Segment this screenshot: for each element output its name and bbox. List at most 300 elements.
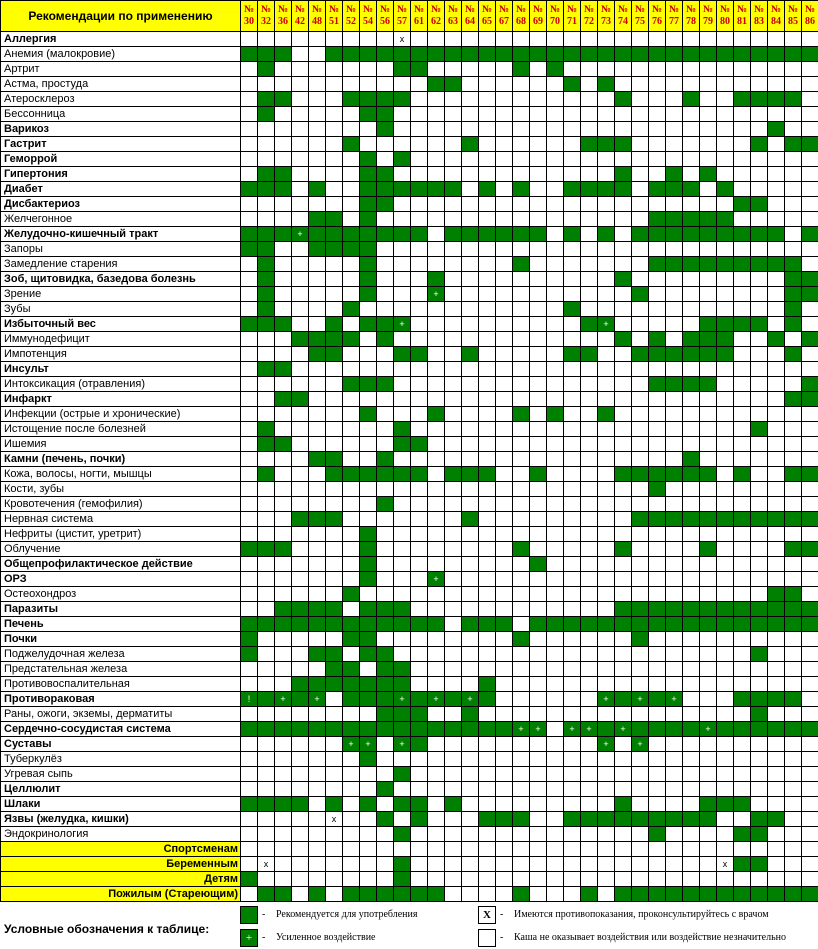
- cell-empty: [258, 812, 275, 827]
- cell-empty: [802, 587, 818, 602]
- cell-empty: [326, 137, 343, 152]
- cell-empty: [445, 767, 462, 782]
- cell-empty: [326, 767, 343, 782]
- cell-empty: [462, 842, 479, 857]
- cell-empty: [292, 452, 309, 467]
- table-row: [1, 752, 818, 767]
- cell-recommended: [326, 512, 343, 527]
- cell-empty: [513, 557, 530, 572]
- cell-recommended: [275, 542, 292, 557]
- cell-recommended: [343, 92, 360, 107]
- cell-empty: [496, 647, 513, 662]
- number-value: 42: [295, 16, 305, 27]
- cell-empty: [564, 692, 581, 707]
- cell-recommended: [683, 377, 700, 392]
- cell-recommended: [411, 887, 428, 902]
- cell-empty: [683, 422, 700, 437]
- cell-empty: [241, 422, 258, 437]
- porridge-number-81: [734, 1, 751, 32]
- cell-empty: [717, 842, 734, 857]
- cell-empty: [683, 752, 700, 767]
- cell-empty: [530, 107, 547, 122]
- cell-recommended: [598, 722, 615, 737]
- cell-empty: [394, 77, 411, 92]
- cell-empty: [479, 152, 496, 167]
- cell-recommended: [802, 272, 818, 287]
- cell-empty: [717, 737, 734, 752]
- cell-recommended: [802, 377, 818, 392]
- cell-empty: [326, 92, 343, 107]
- cell-empty: [717, 32, 734, 47]
- cell-empty: [445, 332, 462, 347]
- cell-empty: [649, 632, 666, 647]
- cell-empty: [547, 587, 564, 602]
- cell-empty: [768, 407, 785, 422]
- cell-empty: [734, 482, 751, 497]
- cell-empty: [547, 212, 564, 227]
- porridge-number-56: [377, 1, 394, 32]
- cell-recommended: [700, 602, 717, 617]
- cell-empty: [411, 77, 428, 92]
- cell-empty: [479, 827, 496, 842]
- table-row: [1, 332, 818, 347]
- cell-empty: [734, 272, 751, 287]
- cell-empty: [683, 152, 700, 167]
- row-label: Суставы: [1, 737, 241, 752]
- cell-empty: [683, 857, 700, 872]
- cell-empty: [615, 662, 632, 677]
- cell-empty: [479, 422, 496, 437]
- cell-empty: [513, 497, 530, 512]
- cell-empty: [445, 377, 462, 392]
- cell-empty: [581, 452, 598, 467]
- cell-empty: [547, 137, 564, 152]
- cell-recommended: [343, 242, 360, 257]
- cell-empty: [496, 287, 513, 302]
- cell-empty: [785, 677, 802, 692]
- cell-recommended: [513, 887, 530, 902]
- cell-empty: [343, 182, 360, 197]
- cell-empty: [462, 272, 479, 287]
- cell-empty: [496, 737, 513, 752]
- number-prefix: №: [515, 4, 527, 15]
- cell-empty: [462, 632, 479, 647]
- cell-recommended: [666, 812, 683, 827]
- cell-empty: [496, 542, 513, 557]
- number-value: 70: [550, 16, 560, 27]
- cell-recommended: [411, 62, 428, 77]
- cell-recommended: [785, 272, 802, 287]
- number-value: 64: [465, 16, 475, 27]
- table-row: [1, 197, 818, 212]
- cell-enhanced: +: [632, 692, 649, 707]
- legend: [0, 902, 818, 949]
- cell-empty: [241, 482, 258, 497]
- cell-recommended: [700, 812, 717, 827]
- cell-empty: [530, 437, 547, 452]
- cell-empty: [462, 152, 479, 167]
- cell-empty: [394, 632, 411, 647]
- cell-empty: [615, 767, 632, 782]
- table-row: [1, 392, 818, 407]
- cell-recommended: [717, 617, 734, 632]
- cell-recommended: [258, 182, 275, 197]
- cell-recommended: [717, 212, 734, 227]
- cell-empty: [275, 737, 292, 752]
- cell-empty: [394, 392, 411, 407]
- cell-empty: [768, 287, 785, 302]
- cell-empty: [598, 332, 615, 347]
- cell-empty: [513, 332, 530, 347]
- cell-empty: [241, 452, 258, 467]
- row-label: Целлюлит: [1, 782, 241, 797]
- cell-empty: [717, 107, 734, 122]
- cell-recommended: [377, 167, 394, 182]
- cell-empty: [581, 407, 598, 422]
- cell-empty: [666, 542, 683, 557]
- cell-empty: [496, 62, 513, 77]
- cell-recommended: [564, 347, 581, 362]
- cell-empty: [513, 242, 530, 257]
- cell-recommended: [734, 512, 751, 527]
- cell-empty: [666, 332, 683, 347]
- cell-recommended: [768, 587, 785, 602]
- cell-empty: [768, 497, 785, 512]
- cell-empty: [275, 752, 292, 767]
- cell-recommended: [326, 332, 343, 347]
- cell-empty: [700, 677, 717, 692]
- cell-empty: [734, 542, 751, 557]
- cell-empty: [564, 377, 581, 392]
- cell-empty: [717, 167, 734, 182]
- cell-empty: [496, 407, 513, 422]
- cell-empty: [717, 272, 734, 287]
- cell-empty: [479, 122, 496, 137]
- cell-empty: [445, 407, 462, 422]
- cell-empty: [513, 677, 530, 692]
- cell-enhanced: +: [700, 722, 717, 737]
- cell-empty: [683, 197, 700, 212]
- cell-empty: [428, 62, 445, 77]
- cell-empty: [768, 77, 785, 92]
- cell-recommended: [394, 437, 411, 452]
- cell-recommended: [343, 137, 360, 152]
- number-prefix: №: [685, 4, 697, 15]
- cell-empty: [241, 302, 258, 317]
- cell-empty: [564, 137, 581, 152]
- cell-recommended: [700, 347, 717, 362]
- row-label: Печень: [1, 617, 241, 632]
- cell-recommended: [360, 242, 377, 257]
- row-label: Противораковая: [1, 692, 241, 707]
- table-row: [1, 317, 818, 332]
- cell-empty: [292, 812, 309, 827]
- cell-empty: [309, 302, 326, 317]
- cell-empty: [683, 572, 700, 587]
- legend-symbol-contraindication: X: [478, 906, 496, 924]
- cell-empty: [785, 242, 802, 257]
- cell-empty: [241, 32, 258, 47]
- cell-empty: [564, 707, 581, 722]
- cell-empty: [377, 587, 394, 602]
- cell-empty: [734, 182, 751, 197]
- cell-empty: [275, 62, 292, 77]
- cell-empty: [292, 107, 309, 122]
- cell-empty: [802, 677, 818, 692]
- cell-empty: [581, 257, 598, 272]
- cell-empty: [598, 752, 615, 767]
- cell-empty: [479, 287, 496, 302]
- cell-empty: [785, 122, 802, 137]
- cell-empty: [649, 782, 666, 797]
- cell-recommended: [445, 797, 462, 812]
- cell-empty: [275, 107, 292, 122]
- cell-empty: [462, 242, 479, 257]
- cell-recommended: [700, 617, 717, 632]
- cell-empty: [411, 137, 428, 152]
- cell-empty: [462, 107, 479, 122]
- cell-empty: [615, 782, 632, 797]
- cell-empty: [309, 542, 326, 557]
- cell-empty: [700, 137, 717, 152]
- number-value: 36: [278, 16, 288, 27]
- cell-empty: [734, 302, 751, 317]
- cell-empty: [615, 632, 632, 647]
- cell-empty: [479, 512, 496, 527]
- cell-empty: [615, 392, 632, 407]
- cell-empty: [309, 197, 326, 212]
- cell-recommended: [377, 452, 394, 467]
- cell-empty: [326, 407, 343, 422]
- cell-empty: [411, 332, 428, 347]
- cell-empty: [258, 122, 275, 137]
- cell-empty: [309, 362, 326, 377]
- cell-empty: [666, 587, 683, 602]
- cell-empty: [717, 377, 734, 392]
- cell-empty: [445, 167, 462, 182]
- cell-empty: [343, 797, 360, 812]
- cell-empty: [785, 482, 802, 497]
- number-value: 77: [669, 16, 679, 27]
- cell-empty: [768, 437, 785, 452]
- number-prefix: №: [362, 4, 374, 15]
- cell-empty: [428, 257, 445, 272]
- cell-empty: [292, 752, 309, 767]
- cell-empty: [343, 407, 360, 422]
- cell-empty: [768, 197, 785, 212]
- cell-empty: [632, 422, 649, 437]
- row-label: Сердечно-сосудистая система: [1, 722, 241, 737]
- cell-empty: [326, 122, 343, 137]
- cell-enhanced: +: [394, 692, 411, 707]
- porridge-number-36: [275, 1, 292, 32]
- cell-empty: [445, 32, 462, 47]
- cell-empty: [496, 497, 513, 512]
- cell-empty: [785, 707, 802, 722]
- cell-empty: [785, 332, 802, 347]
- cell-empty: [479, 437, 496, 452]
- cell-empty: [479, 392, 496, 407]
- cell-recommended: [343, 722, 360, 737]
- cell-empty: [326, 587, 343, 602]
- number-value: 62: [431, 16, 441, 27]
- cell-empty: [326, 167, 343, 182]
- cell-empty: [632, 782, 649, 797]
- row-label: Зрение: [1, 287, 241, 302]
- cell-empty: [241, 557, 258, 572]
- cell-recommended: [377, 227, 394, 242]
- cell-empty: [802, 797, 818, 812]
- cell-empty: [428, 137, 445, 152]
- cell-empty: [292, 767, 309, 782]
- cell-recommended: [649, 722, 666, 737]
- cell-empty: [411, 272, 428, 287]
- cell-recommended: [751, 707, 768, 722]
- cell-empty: [768, 857, 785, 872]
- table-row: [1, 362, 818, 377]
- cell-empty: [462, 377, 479, 392]
- cell-empty: [360, 452, 377, 467]
- cell-recommended: [326, 662, 343, 677]
- cell-empty: [598, 707, 615, 722]
- cell-empty: [411, 632, 428, 647]
- cell-recommended: [343, 617, 360, 632]
- cell-empty: [241, 752, 258, 767]
- cell-empty: [292, 152, 309, 167]
- cell-empty: [428, 632, 445, 647]
- cell-empty: [751, 497, 768, 512]
- cell-recommended: [292, 332, 309, 347]
- cell-empty: [496, 602, 513, 617]
- cell-recommended: [258, 62, 275, 77]
- cell-empty: [309, 527, 326, 542]
- cell-empty: [343, 812, 360, 827]
- row-label: Анемия (малокровие): [1, 47, 241, 62]
- porridge-number-79: [700, 1, 717, 32]
- cell-empty: [343, 512, 360, 527]
- cell-empty: [598, 287, 615, 302]
- cell-empty: [768, 482, 785, 497]
- table-row: [1, 707, 818, 722]
- cell-empty: [632, 842, 649, 857]
- cell-empty: [649, 62, 666, 77]
- cell-empty: [683, 302, 700, 317]
- cell-empty: [649, 872, 666, 887]
- cell-empty: [581, 587, 598, 602]
- cell-empty: [275, 842, 292, 857]
- cell-empty: [496, 482, 513, 497]
- cell-empty: [530, 287, 547, 302]
- cell-empty: [479, 647, 496, 662]
- cell-recommended: [292, 677, 309, 692]
- cell-recommended: [683, 887, 700, 902]
- cell-empty: [700, 482, 717, 497]
- cell-recommended: [666, 887, 683, 902]
- cell-recommended: [343, 692, 360, 707]
- cell-empty: [479, 752, 496, 767]
- cell-recommended: [734, 857, 751, 872]
- cell-recommended: [258, 167, 275, 182]
- cell-empty: [479, 167, 496, 182]
- cell-recommended: [360, 722, 377, 737]
- cell-recommended: [377, 692, 394, 707]
- cell-recommended: [700, 377, 717, 392]
- cell-empty: [547, 422, 564, 437]
- cell-recommended: [411, 347, 428, 362]
- cell-empty: [479, 542, 496, 557]
- cell-empty: [343, 782, 360, 797]
- cell-empty: [292, 122, 309, 137]
- cell-empty: [292, 587, 309, 602]
- cell-empty: [343, 557, 360, 572]
- cell-empty: [768, 422, 785, 437]
- cell-empty: [326, 482, 343, 497]
- cell-empty: [564, 212, 581, 227]
- cell-empty: [360, 422, 377, 437]
- cell-empty: [666, 557, 683, 572]
- number-prefix: №: [583, 4, 595, 15]
- cell-empty: [802, 197, 818, 212]
- cell-empty: [547, 827, 564, 842]
- cell-empty: [428, 122, 445, 137]
- cell-empty: [411, 32, 428, 47]
- table-row: [1, 617, 818, 632]
- cell-empty: [683, 692, 700, 707]
- cell-empty: [666, 62, 683, 77]
- cell-empty: [666, 32, 683, 47]
- cell-empty: [547, 497, 564, 512]
- cell-empty: [581, 62, 598, 77]
- table-row: [1, 872, 818, 887]
- cell-empty: [326, 887, 343, 902]
- cell-recommended: [768, 332, 785, 347]
- cell-empty: [734, 767, 751, 782]
- cell-recommended: [258, 422, 275, 437]
- cell-empty: [564, 872, 581, 887]
- cell-recommended: [428, 407, 445, 422]
- cell-recommended: [360, 542, 377, 557]
- cell-empty: [564, 857, 581, 872]
- cell-empty: [785, 227, 802, 242]
- cell-recommended: [360, 377, 377, 392]
- cell-empty: [598, 647, 615, 662]
- table-row: [1, 842, 818, 857]
- cell-empty: [445, 392, 462, 407]
- cell-empty: [428, 557, 445, 572]
- cell-empty: [496, 257, 513, 272]
- cell-recommended: [326, 677, 343, 692]
- porridge-number-72: [581, 1, 598, 32]
- cell-empty: [496, 512, 513, 527]
- cell-empty: [309, 137, 326, 152]
- number-prefix: №: [328, 4, 340, 15]
- cell-empty: [513, 572, 530, 587]
- cell-empty: [513, 452, 530, 467]
- cell-recommended: [513, 812, 530, 827]
- cell-recommended: [479, 677, 496, 692]
- cell-recommended: [309, 722, 326, 737]
- cell-empty: [428, 377, 445, 392]
- cell-recommended: [428, 887, 445, 902]
- porridge-number-57: [394, 1, 411, 32]
- cell-empty: [445, 437, 462, 452]
- cell-empty: [734, 737, 751, 752]
- cell-empty: [632, 752, 649, 767]
- cell-empty: [343, 422, 360, 437]
- cell-empty: [700, 422, 717, 437]
- cell-recommended: [326, 317, 343, 332]
- cell-empty: [479, 212, 496, 227]
